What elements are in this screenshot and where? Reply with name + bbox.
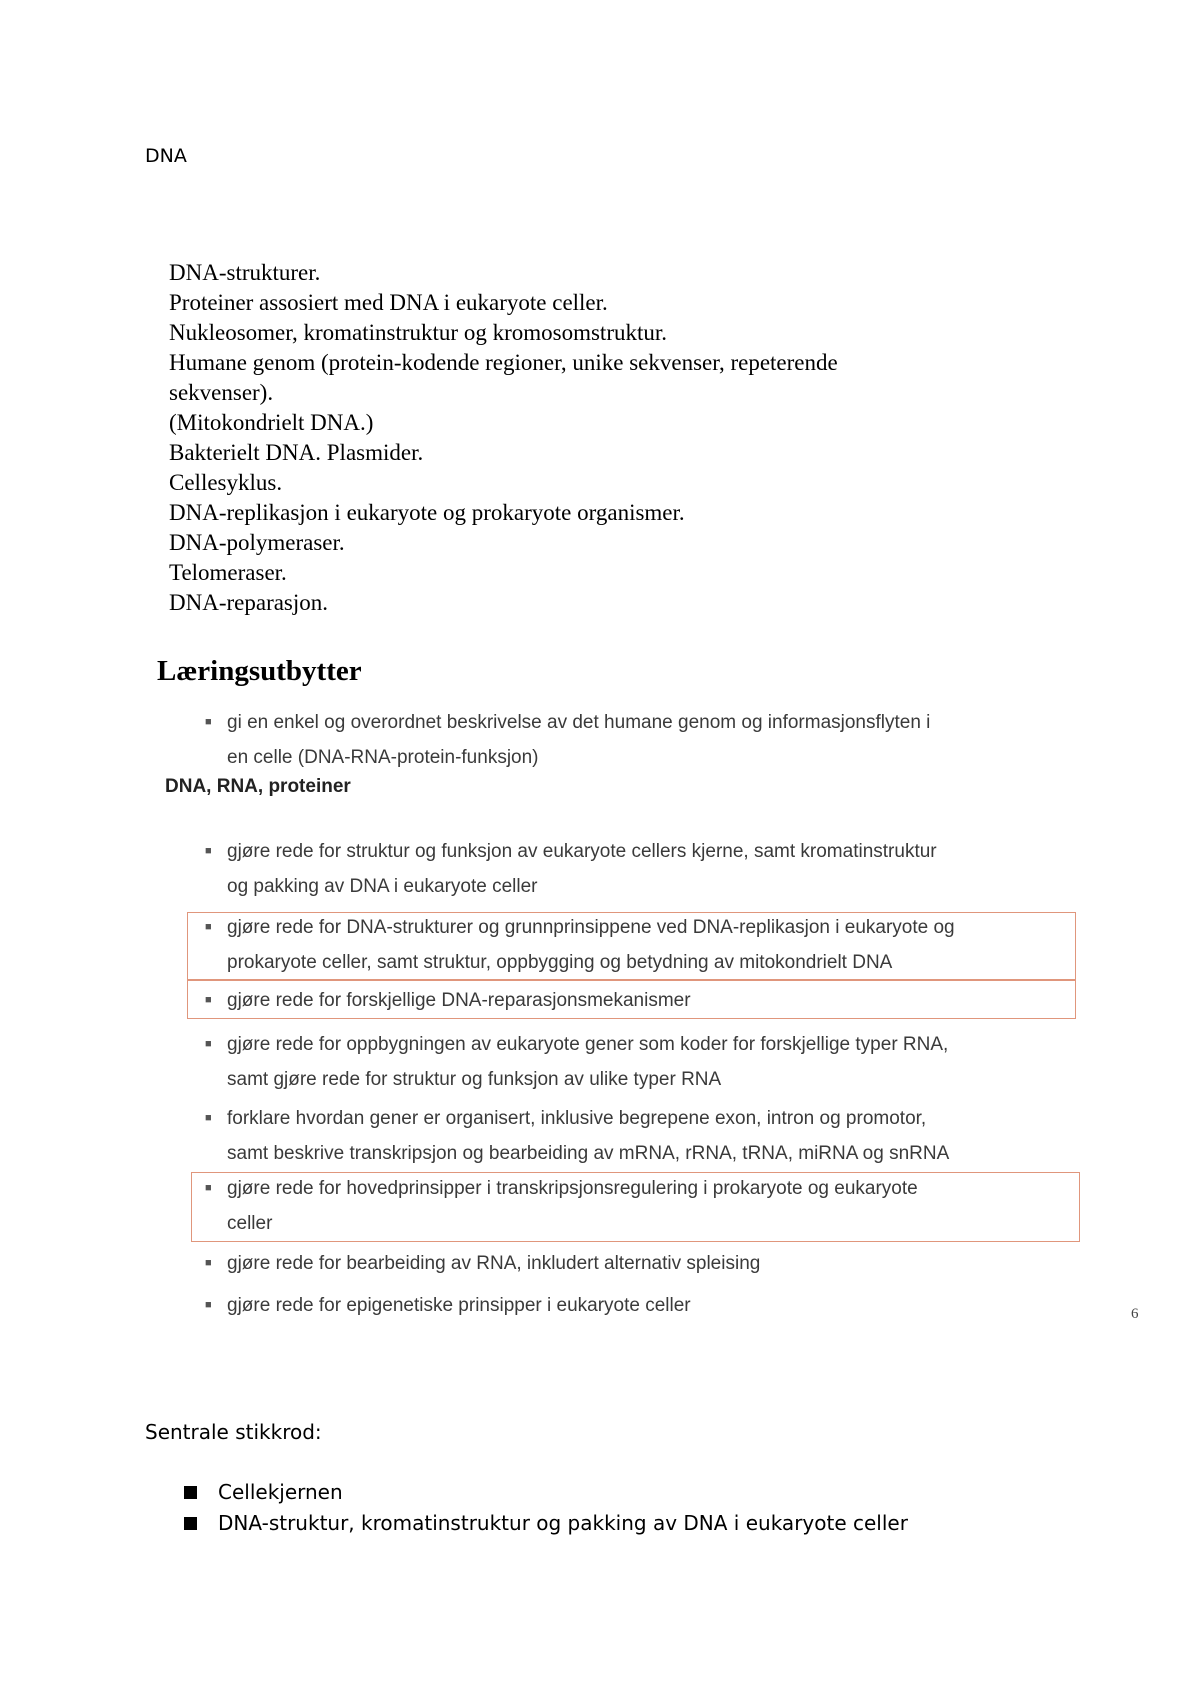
outcome-item: ■ gjøre rede for forskjellige DNA-reparasjonsmekanismer [227, 983, 691, 1018]
outcome-item: ■ gjøre rede for bearbeiding av RNA, inkludert alternativ spleising [227, 1246, 760, 1281]
topic-item: Cellesyklus. [169, 470, 283, 495]
subheading: DNA, RNA, proteiner [165, 776, 351, 797]
outcome-item: ■ gjøre rede for struktur og funksjon av eukaryote cellers kjerne, samt kromatinstruktur og pakking av DNA i eukaryote celler [227, 834, 937, 904]
page-title: DNA [145, 145, 187, 167]
bullet-icon: ■ [205, 994, 212, 1006]
topic-item: (Mitokondrielt DNA.) [169, 410, 374, 435]
topic-item: DNA-polymeraser. [169, 530, 345, 555]
topic-item: Proteiner assosiert med DNA i eukaryote celler. [169, 290, 608, 315]
outcome-item: ■ gjøre rede for epigenetiske prinsipper i eukaryote celler [227, 1288, 691, 1323]
bullet-icon: ■ [205, 1112, 212, 1124]
bullet-icon: ■ [205, 716, 212, 728]
bullet-icon: ■ [205, 1299, 212, 1311]
outcome-item: ■ gjøre rede for hovedprinsipper i transkripsjonsregulering i prokaryote og eukaryote celler [227, 1171, 918, 1241]
outcome-item: ■ gi en enkel og overordnet beskrivelse av det humane genom og informasjonsflyten i en celle (DNA-RNA-protein-funksjon) [227, 705, 930, 775]
bullet-icon: ■ [205, 1182, 212, 1194]
square-bullet-icon [184, 1517, 197, 1530]
bullet-icon: ■ [205, 1257, 212, 1269]
topic-item: Bakterielt DNA. Plasmider. [169, 440, 424, 465]
key-term-item: Cellekjernen [218, 1480, 343, 1504]
key-term-item: DNA-struktur, kromatinstruktur og pakking av DNA i eukaryote celler [218, 1511, 908, 1535]
outcome-item: ■ forklare hvordan gener er organisert, inklusive begrepene exon, intron og promotor, samt beskrive transkripsjon og bearbeiding av mRNA, rRNA, tRNA, miRNA og snRNA [227, 1101, 949, 1171]
bullet-icon: ■ [205, 1038, 212, 1050]
topic-item: DNA-strukturer. [169, 260, 321, 285]
square-bullet-icon [184, 1486, 197, 1499]
bullet-icon: ■ [205, 921, 212, 933]
outcome-item: ■ gjøre rede for oppbygningen av eukaryote gener som koder for forskjellige typer RNA, samt gjøre rede for struktur og funksjon av ulike typer RNA [227, 1027, 948, 1097]
learning-outcomes-heading: Læringsutbytter [157, 655, 362, 687]
bullet-icon: ■ [205, 845, 212, 857]
topic-item: Humane genom (protein-kodende regioner, unike sekvenser, repeterende sekvenser). [169, 350, 838, 405]
topic-item: Telomeraser. [169, 560, 287, 585]
outcome-item: ■ gjøre rede for DNA-strukturer og grunnprinsippene ved DNA-replikasjon i eukaryote og prokaryote celler, samt struktur, oppbygging og betydning av mitokondrielt DNA [227, 910, 955, 980]
topic-item: Nukleosomer, kromatinstruktur og kromosomstruktur. [169, 320, 668, 345]
topic-item: DNA-reparasjon. [169, 590, 329, 615]
page-number: 6 [1131, 1306, 1139, 1322]
topic-item: DNA-replikasjon i eukaryote og prokaryote organismer. [169, 500, 685, 525]
topic-list [169, 258, 929, 618]
key-terms-heading: Sentrale stikkrod: [145, 1420, 322, 1444]
